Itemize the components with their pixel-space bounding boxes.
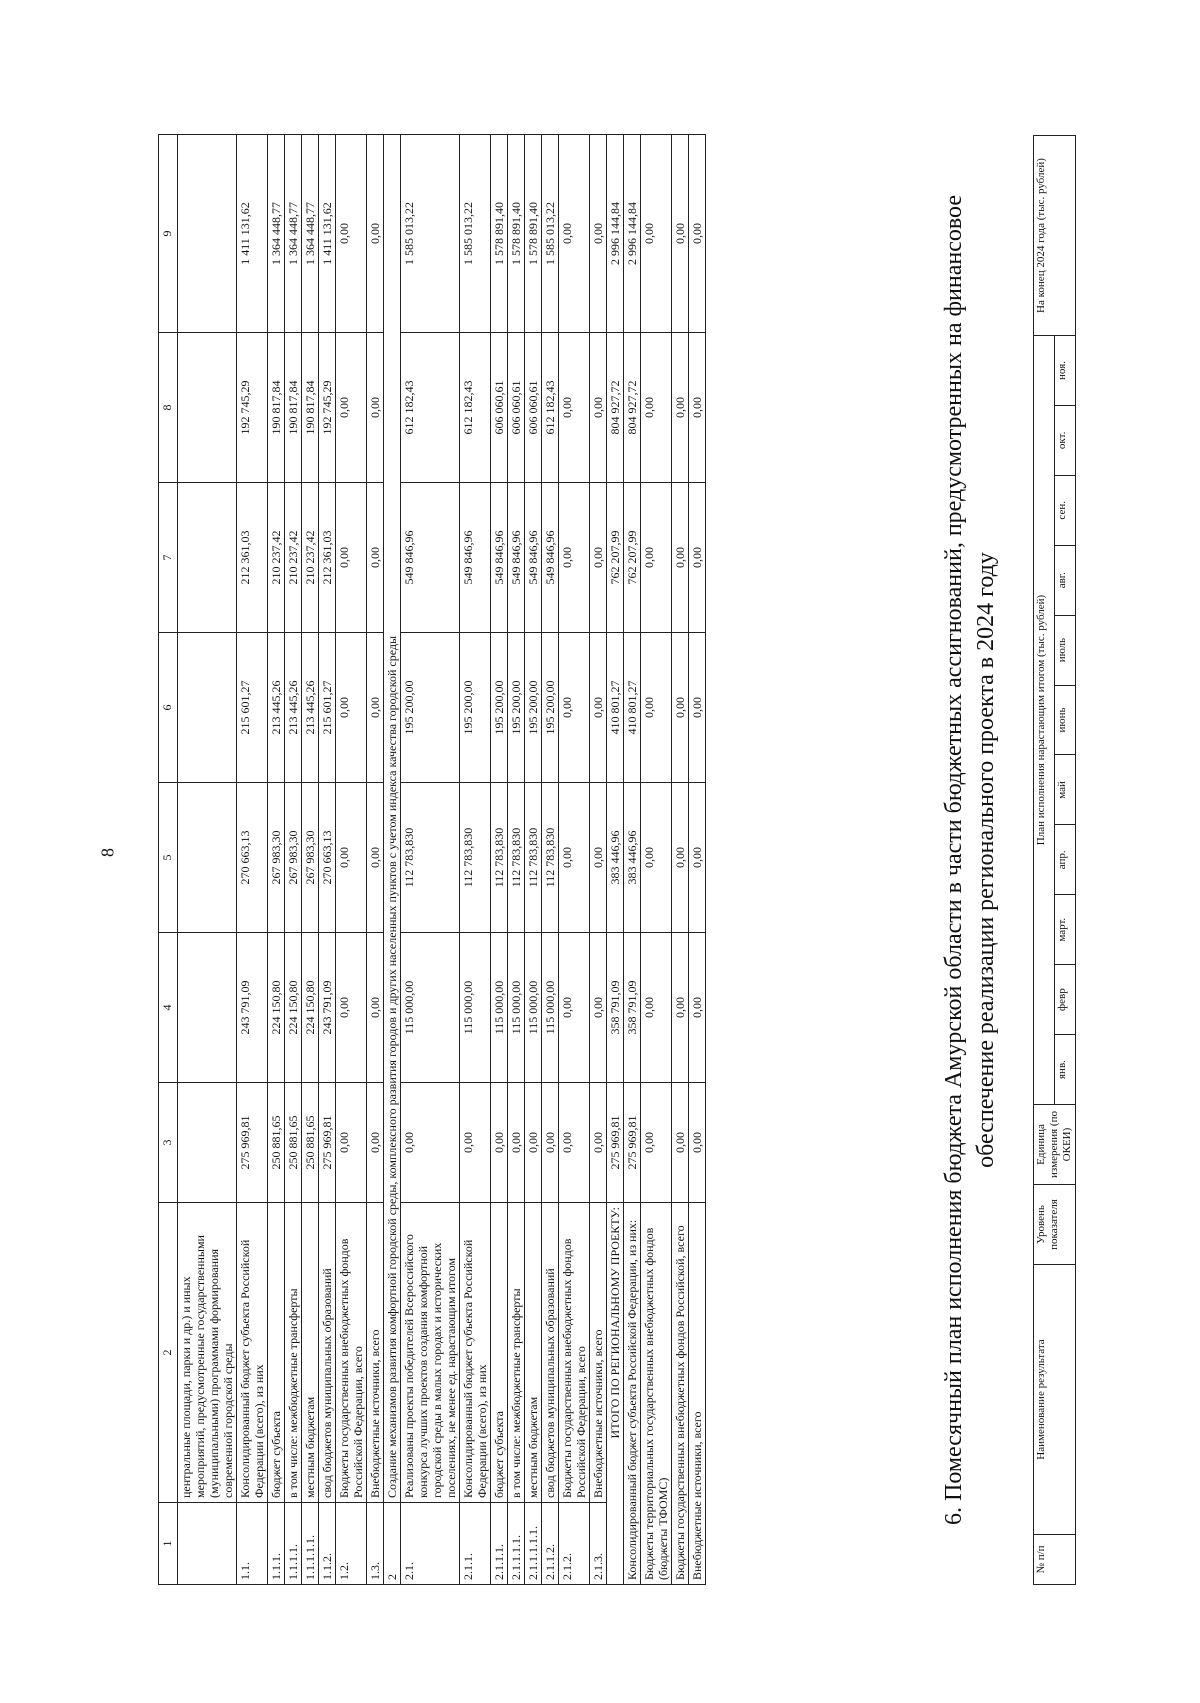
value-cell: 0,00	[336, 333, 367, 483]
value-cell: 190 817,84	[268, 333, 285, 483]
value-cell: 112 783,830	[491, 783, 508, 933]
value-cell: 1 578 891,40	[525, 135, 542, 333]
value-cell: 0,00	[367, 135, 384, 333]
rotated-page	[158, 135, 1168, 1585]
value-cell: 190 817,84	[285, 333, 302, 483]
table-row	[624, 135, 641, 1585]
value-cell	[178, 933, 237, 1083]
row-number	[178, 1503, 237, 1585]
value-cell: 275 969,81	[237, 1083, 268, 1203]
value-cell: 0,00	[641, 933, 672, 1083]
value-cell: 762 207,99	[624, 483, 641, 633]
month-feb: февр	[1055, 965, 1076, 1035]
value-cell: 1 364 448,77	[302, 135, 319, 333]
value-cell: 0,00	[542, 1083, 559, 1203]
value-cell: 0,00	[367, 483, 384, 633]
row-label: бюджет субъекта	[491, 1203, 508, 1503]
value-cell: 383 446,96	[624, 783, 641, 933]
table-row	[178, 135, 237, 1585]
table-row	[302, 135, 319, 1585]
month-may: май	[1055, 755, 1076, 825]
value-cell: 358 791,09	[624, 933, 641, 1083]
row-number: 2.1.3.	[590, 1503, 607, 1585]
value-cell: 115 000,00	[491, 933, 508, 1083]
value-cell: 0,00	[559, 1083, 590, 1203]
value-cell: 0,00	[460, 1083, 491, 1203]
table-row	[590, 135, 607, 1585]
value-cell: 0,00	[336, 783, 367, 933]
value-cell: 549 846,96	[401, 483, 460, 633]
value-cell: 804 927,72	[624, 333, 641, 483]
section-title: Создание механизмов развития комфортной городской среды, комплексного развития городов и других населенных пунктов с учетом индекса качества городской среды	[384, 135, 401, 1503]
column-number-header: 4	[159, 933, 178, 1083]
sub-col-name: Наименование результата	[1034, 1265, 1076, 1535]
value-cell: 224 150,80	[285, 933, 302, 1083]
value-cell: 192 745,29	[237, 333, 268, 483]
row-number: 2.1.1.1.	[491, 1503, 508, 1585]
value-cell: 267 983,30	[302, 783, 319, 933]
column-number-header: 3	[159, 1083, 178, 1203]
table-row	[672, 135, 689, 1585]
value-cell: 0,00	[689, 333, 706, 483]
table-row	[525, 135, 542, 1585]
row-number: 1.2.	[336, 1503, 367, 1585]
month-jan: янв.	[1055, 1035, 1076, 1105]
value-cell: 213 445,26	[302, 633, 319, 783]
row-number: 2.1.1.1.1.	[508, 1503, 525, 1585]
value-cell: 115 000,00	[460, 933, 491, 1083]
value-cell: 195 200,00	[508, 633, 525, 783]
row-number: 1.1.	[237, 1503, 268, 1585]
value-cell: 1 585 013,22	[460, 135, 491, 333]
row-label: Бюджеты территориальных государственных внебюджетных фондов (бюджеты ТФОМС)	[641, 1203, 672, 1585]
row-number: 1.1.2.	[319, 1503, 336, 1585]
value-cell: 606 060,61	[525, 333, 542, 483]
month-aug: авг.	[1055, 545, 1076, 615]
value-cell: 224 150,80	[302, 933, 319, 1083]
value-cell: 1 411 131,62	[237, 135, 268, 333]
value-cell: 0,00	[590, 333, 607, 483]
column-number-header: 5	[159, 783, 178, 933]
value-cell: 1 578 891,40	[508, 135, 525, 333]
value-cell: 112 783,830	[401, 783, 460, 933]
sub-col-level: Уровень показателя	[1034, 1185, 1076, 1265]
row-label: бюджет субъекта	[268, 1203, 285, 1503]
value-cell: 270 663,13	[237, 783, 268, 933]
table-row	[460, 135, 491, 1585]
row-number: 2.1.1.	[460, 1503, 491, 1585]
value-cell: 243 791,09	[319, 933, 336, 1083]
value-cell: 0,00	[525, 1083, 542, 1203]
value-cell: 112 783,830	[460, 783, 491, 933]
value-cell: 275 969,81	[319, 1083, 336, 1203]
table-row	[336, 135, 367, 1585]
row-label: Бюджеты государственных внебюджетных фондов Российской Федерации, всего	[336, 1203, 367, 1503]
value-cell: 0,00	[672, 1083, 689, 1203]
value-cell: 275 969,81	[607, 1083, 624, 1203]
table-header-row	[159, 135, 178, 1585]
value-cell: 0,00	[559, 933, 590, 1083]
value-cell: 0,00	[672, 783, 689, 933]
value-cell: 0,00	[491, 1083, 508, 1203]
table-row	[491, 135, 508, 1585]
value-cell: 112 783,830	[508, 783, 525, 933]
value-cell: 1 585 013,22	[542, 135, 559, 333]
value-cell: 0,00	[367, 633, 384, 783]
row-label: свод бюджетов муниципальных образований	[319, 1203, 336, 1503]
section-heading: 6. Помесячный план исполнения бюджета Амурской области в части бюджетных ассигнований, предусмотренных на финансовое обеспечение реализации регионального проекта в 2024 году	[941, 195, 999, 1525]
value-cell: 0,00	[508, 1083, 525, 1203]
value-cell: 195 200,00	[491, 633, 508, 783]
column-number-header: 1	[159, 1503, 178, 1585]
value-cell	[178, 633, 237, 783]
value-cell: 212 361,03	[237, 483, 268, 633]
row-label: в том числе: межбюджетные трансферты	[508, 1203, 525, 1503]
value-cell: 0,00	[559, 783, 590, 933]
month-jun: июнь	[1055, 685, 1076, 755]
value-cell: 275 969,81	[624, 1083, 641, 1203]
value-cell: 0,00	[672, 483, 689, 633]
value-cell: 192 745,29	[319, 333, 336, 483]
value-cell: 210 237,42	[268, 483, 285, 633]
row-number: 1.1.1.	[268, 1503, 285, 1585]
value-cell: 606 060,61	[508, 333, 525, 483]
value-cell: 115 000,00	[401, 933, 460, 1083]
value-cell: 0,00	[559, 633, 590, 783]
value-cell: 0,00	[641, 783, 672, 933]
budget-table	[158, 134, 706, 1585]
month-jul: июль	[1055, 615, 1076, 685]
row-label: свод бюджетов муниципальных образований	[542, 1203, 559, 1503]
table-row	[285, 135, 302, 1585]
value-cell	[178, 483, 237, 633]
value-cell: 0,00	[590, 483, 607, 633]
page-number: 8	[97, 848, 118, 857]
value-cell: 112 783,830	[525, 783, 542, 933]
row-label: Консолидированный бюджет субъекта Российской Федерации (всего), из них	[237, 1203, 268, 1503]
row-number: 2.1.	[401, 1503, 460, 1585]
table-row	[268, 135, 285, 1585]
value-cell: 115 000,00	[508, 933, 525, 1083]
table-row	[319, 135, 336, 1585]
row-number: 1.1.1.1.1.	[302, 1503, 319, 1585]
column-number-header: 2	[159, 1203, 178, 1503]
value-cell: 1 585 013,22	[401, 135, 460, 333]
month-apr: апр.	[1055, 825, 1076, 895]
row-number: 2	[384, 1503, 401, 1585]
value-cell: 0,00	[641, 1083, 672, 1203]
value-cell: 190 817,84	[302, 333, 319, 483]
value-cell	[178, 135, 237, 333]
row-label: Внебюджетные источники, всего	[689, 1203, 706, 1585]
value-cell: 0,00	[590, 1083, 607, 1203]
value-cell: 0,00	[672, 933, 689, 1083]
row-number: 2.1.1.2.	[542, 1503, 559, 1585]
value-cell: 210 237,42	[285, 483, 302, 633]
value-cell: 195 200,00	[542, 633, 559, 783]
value-cell: 195 200,00	[460, 633, 491, 783]
row-label: Реализованы проекты победителей Всероссийского конкурса лучших проектов создания комфортной городской среды в малых городах и исторических поселениях, не менее ед. нарастающим итогом	[401, 1203, 460, 1503]
table-row	[559, 135, 590, 1585]
value-cell: 270 663,13	[319, 783, 336, 933]
row-label: в том числе: межбюджетные трансферты	[285, 1203, 302, 1503]
value-cell: 549 846,96	[542, 483, 559, 633]
value-cell: 549 846,96	[508, 483, 525, 633]
column-number-header: 7	[159, 483, 178, 633]
value-cell: 410 801,27	[607, 633, 624, 783]
value-cell: 0,00	[689, 483, 706, 633]
value-cell: 383 446,96	[607, 783, 624, 933]
value-cell: 195 200,00	[525, 633, 542, 783]
row-label: Внебюджетные источники, всего	[590, 1203, 607, 1503]
value-cell: 0,00	[336, 933, 367, 1083]
table-row	[508, 135, 525, 1585]
sub-col-plan: План исполнения нарастающим итогом (тыс. рублей)	[1034, 336, 1055, 1105]
value-cell: 1 364 448,77	[268, 135, 285, 333]
value-cell: 612 182,43	[401, 333, 460, 483]
value-cell: 612 182,43	[460, 333, 491, 483]
month-sep: сен.	[1055, 475, 1076, 545]
value-cell: 762 207,99	[607, 483, 624, 633]
value-cell: 0,00	[590, 633, 607, 783]
value-cell: 0,00	[672, 633, 689, 783]
value-cell: 250 881,65	[268, 1083, 285, 1203]
row-label: Внебюджетные источники, всего	[367, 1203, 384, 1503]
value-cell: 243 791,09	[237, 933, 268, 1083]
table-row	[367, 135, 384, 1585]
row-number: 2.1.1.1.1.1.	[525, 1503, 542, 1585]
value-cell: 0,00	[641, 135, 672, 333]
row-label: местным бюджетам	[525, 1203, 542, 1503]
value-cell	[178, 333, 237, 483]
value-cell: 549 846,96	[460, 483, 491, 633]
value-cell: 0,00	[559, 483, 590, 633]
row-number: 2.1.2.	[559, 1503, 590, 1585]
value-cell: 224 150,80	[268, 933, 285, 1083]
row-label: Бюджеты государственных внебюджетных фондов Российской Федерации, всего	[559, 1203, 590, 1503]
month-oct: окт.	[1055, 405, 1076, 475]
row-label: ИТОГО ПО РЕГИОНАЛЬНОМУ ПРОЕКТУ:	[607, 1203, 624, 1585]
month-nov: ноя.	[1055, 336, 1076, 406]
value-cell: 250 881,65	[302, 1083, 319, 1203]
value-cell: 0,00	[367, 1083, 384, 1203]
value-cell: 0,00	[672, 135, 689, 333]
value-cell: 1 578 891,40	[491, 135, 508, 333]
row-number: 1.1.1.1.	[285, 1503, 302, 1585]
value-cell: 2 996 144,84	[607, 135, 624, 333]
row-label: Консолидированный бюджет субъекта Российской Федерации, из них:	[624, 1203, 641, 1585]
value-cell: 0,00	[336, 1083, 367, 1203]
value-cell: 213 445,26	[268, 633, 285, 783]
value-cell: 0,00	[590, 933, 607, 1083]
value-cell: 0,00	[336, 633, 367, 783]
sub-col-end: На конец 2024 года (тыс. рублей)	[1034, 136, 1076, 336]
value-cell: 549 846,96	[491, 483, 508, 633]
value-cell: 606 060,61	[491, 333, 508, 483]
row-label: Бюджеты государственных внебюджетных фондов Российской, всего	[672, 1203, 689, 1585]
value-cell: 0,00	[689, 1083, 706, 1203]
value-cell: 804 927,72	[607, 333, 624, 483]
table-row	[542, 135, 559, 1585]
monthly-plan-table	[1033, 135, 1076, 1585]
value-cell: 215 601,27	[319, 633, 336, 783]
value-cell: 0,00	[641, 333, 672, 483]
value-cell: 0,00	[689, 633, 706, 783]
value-cell: 0,00	[641, 633, 672, 783]
value-cell: 0,00	[401, 1083, 460, 1203]
sub-col-num: № п/п	[1034, 1535, 1076, 1585]
sub-col-unit: Единица измерения (по ОКЕИ)	[1034, 1105, 1076, 1185]
value-cell: 1 411 131,62	[319, 135, 336, 333]
table-row	[607, 135, 624, 1585]
row-number: 1.3.	[367, 1503, 384, 1585]
table-row	[401, 135, 460, 1585]
column-number-header: 8	[159, 333, 178, 483]
value-cell: 0,00	[590, 783, 607, 933]
value-cell: 612 182,43	[542, 333, 559, 483]
value-cell: 213 445,26	[285, 633, 302, 783]
row-label: местным бюджетам	[302, 1203, 319, 1503]
value-cell: 0,00	[641, 483, 672, 633]
value-cell: 0,00	[367, 333, 384, 483]
value-cell	[178, 1083, 237, 1203]
value-cell: 0,00	[367, 933, 384, 1083]
value-cell: 267 983,30	[268, 783, 285, 933]
value-cell: 215 601,27	[237, 633, 268, 783]
value-cell: 195 200,00	[401, 633, 460, 783]
value-cell: 0,00	[590, 135, 607, 333]
value-cell: 0,00	[672, 333, 689, 483]
value-cell: 250 881,65	[285, 1083, 302, 1203]
value-cell: 115 000,00	[525, 933, 542, 1083]
table-row	[237, 135, 268, 1585]
table-row	[384, 135, 401, 1585]
value-cell: 0,00	[689, 933, 706, 1083]
value-cell: 115 000,00	[542, 933, 559, 1083]
value-cell: 1 364 448,77	[285, 135, 302, 333]
table-row	[689, 135, 706, 1585]
table-row	[641, 135, 672, 1585]
value-cell: 0,00	[559, 333, 590, 483]
value-cell: 410 801,27	[624, 633, 641, 783]
row-label: Консолидированный бюджет субъекта Российской Федерации (всего), из них	[460, 1203, 491, 1503]
value-cell: 0,00	[689, 135, 706, 333]
value-cell: 267 983,30	[285, 783, 302, 933]
value-cell: 0,00	[559, 135, 590, 333]
value-cell: 212 361,03	[319, 483, 336, 633]
column-number-header: 9	[159, 135, 178, 333]
row-label: центральные площади, парки и др.) и иных мероприятий, предусмотренные государственными (муниципальными) программами формирования современной городской среды	[178, 1203, 237, 1503]
value-cell: 0,00	[367, 783, 384, 933]
value-cell: 112 783,830	[542, 783, 559, 933]
value-cell: 549 846,96	[525, 483, 542, 633]
column-number-header: 6	[159, 633, 178, 783]
value-cell: 0,00	[689, 783, 706, 933]
value-cell: 0,00	[336, 135, 367, 333]
value-cell: 0,00	[336, 483, 367, 633]
value-cell: 210 237,42	[302, 483, 319, 633]
month-mar: март.	[1055, 895, 1076, 965]
value-cell: 2 996 144,84	[624, 135, 641, 333]
value-cell	[178, 783, 237, 933]
value-cell: 358 791,09	[607, 933, 624, 1083]
